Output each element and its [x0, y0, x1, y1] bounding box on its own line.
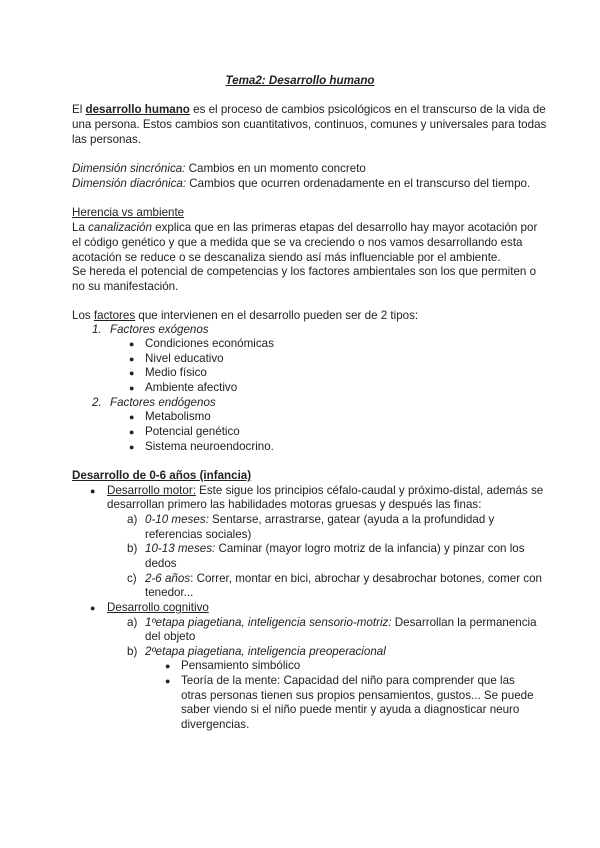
sublist-label: b)	[127, 542, 138, 555]
teoria-line-1: Teoría de la mente: Capacidad del niño para comprender que las	[181, 674, 515, 687]
bullet-icon: ●	[129, 427, 135, 437]
motor-a-line-1: 0-10 meses: Sentarse, arrastrarse, gatear (ayuda a la profundidad y	[145, 513, 495, 526]
term-desarrollo-humano: desarrollo humano	[85, 103, 190, 116]
intro-line-2: una persona. Estos cambios son cuantitativos, continuos, comunes y universales para todas	[72, 118, 547, 131]
motor-line-2: desarrollan primero las habilidades motoras gruesas y después las finas:	[107, 498, 482, 511]
herencia-line-3: acotación se reduce o se descanaliza siendo así más influenciable por el ambiente.	[72, 251, 501, 264]
cog-a-line-2: del objeto	[145, 630, 196, 643]
motor-line-1: Desarrollo motor: Este sigue los principios céfalo-caudal y próximo-distal, además se	[107, 484, 544, 497]
herencia-line-5: no su manifestación.	[72, 280, 179, 293]
intro-line-1: El desarrollo humano es el proceso de cambios psicológicos en el transcurso de la vida de	[72, 103, 546, 116]
bullet-icon: ●	[165, 661, 171, 671]
bullet-icon: ●	[90, 486, 96, 496]
list-number-2: 2.	[92, 396, 102, 409]
motor-c-line-2: tenedor...	[145, 586, 194, 599]
list-item: Potencial genético	[145, 425, 240, 438]
cog-a-line-1: 1ºetapa piagetiana, inteligencia sensorio-motriz: Desarrollan la permanencia	[145, 616, 537, 629]
bullet-icon: ●	[129, 383, 135, 393]
bullet-icon: ●	[129, 412, 135, 422]
sublist-label: a)	[127, 616, 138, 629]
list-item: Sistema neuroendocrino.	[145, 440, 274, 453]
bullet-icon: ●	[129, 354, 135, 364]
teoria-line-2: otras personas tienen sus propios pensamientos, gustos... Se puede	[181, 689, 534, 702]
cognitivo-heading: Desarrollo cognitivo	[107, 601, 209, 614]
motor-b-line-2: dedos	[145, 557, 177, 570]
intro-line-3: las personas.	[72, 133, 141, 146]
herencia-line-4: Se hereda el potencial de competencias y los factores ambientales son los que permiten o	[72, 265, 537, 278]
bullet-icon: ●	[129, 368, 135, 378]
dimension-sincronica: Dimensión sincrónica: Cambios en un momento concreto	[72, 162, 366, 175]
bullet-icon: ●	[129, 442, 135, 452]
dimension-diacronica: Dimensión diacrónica: Cambios que ocurren ordenadamente en el transcurso del tiempo.	[72, 177, 531, 190]
herencia-line-2: el código genético y que a medida que se va creciendo o nos vamos desarrollando esta	[72, 236, 523, 249]
list-number-1: 1.	[92, 323, 102, 336]
list-item: Ambiente afectivo	[145, 381, 238, 394]
factores-endogenos-heading: Factores endógenos	[110, 396, 216, 409]
section-heading-herencia: Herencia vs ambiente	[72, 206, 185, 219]
page-title: Tema2: Desarrollo humano	[225, 74, 375, 87]
bullet-icon: ●	[90, 603, 96, 613]
list-item: Medio físico	[145, 366, 207, 379]
sublist-label: b)	[127, 645, 138, 658]
teoria-line-4: divergencias.	[181, 718, 250, 731]
teoria-line-3: saber viendo si el niño puede mentir y ayuda a diagnosticar neuro	[181, 703, 520, 716]
motor-a-line-2: referencias sociales)	[145, 528, 252, 541]
sublist-label: c)	[127, 572, 137, 585]
bullet-icon: ●	[129, 339, 135, 349]
motor-b-line-1: 10-13 meses: Caminar (mayor logro motriz de la infancia) y pinzar con los	[145, 542, 525, 555]
list-item: Nivel educativo	[145, 352, 224, 365]
list-item: Condiciones económicas	[145, 337, 274, 350]
cog-b-line-1: 2ºetapa piagetiana, inteligencia preoperacional	[145, 645, 386, 658]
bullet-icon: ●	[165, 676, 171, 686]
factores-exogenos-heading: Factores exógenos	[110, 323, 209, 336]
list-item: Metabolismo	[145, 410, 211, 423]
factores-intro: Los factores que intervienen en el desarrollo pueden ser de 2 tipos:	[72, 309, 419, 322]
herencia-line-1: La canalización explica que en las primeras etapas del desarrollo hay mayor acotación por	[72, 221, 538, 234]
sublist-label: a)	[127, 513, 138, 526]
motor-c-line-1: 2-6 años: Correr, montar en bici, abrochar y desabrochar botones, comer con	[145, 572, 542, 585]
list-item: Pensamiento simbólico	[181, 659, 301, 672]
section-heading-infancia: Desarrollo de 0-6 años (infancia)	[72, 469, 252, 482]
